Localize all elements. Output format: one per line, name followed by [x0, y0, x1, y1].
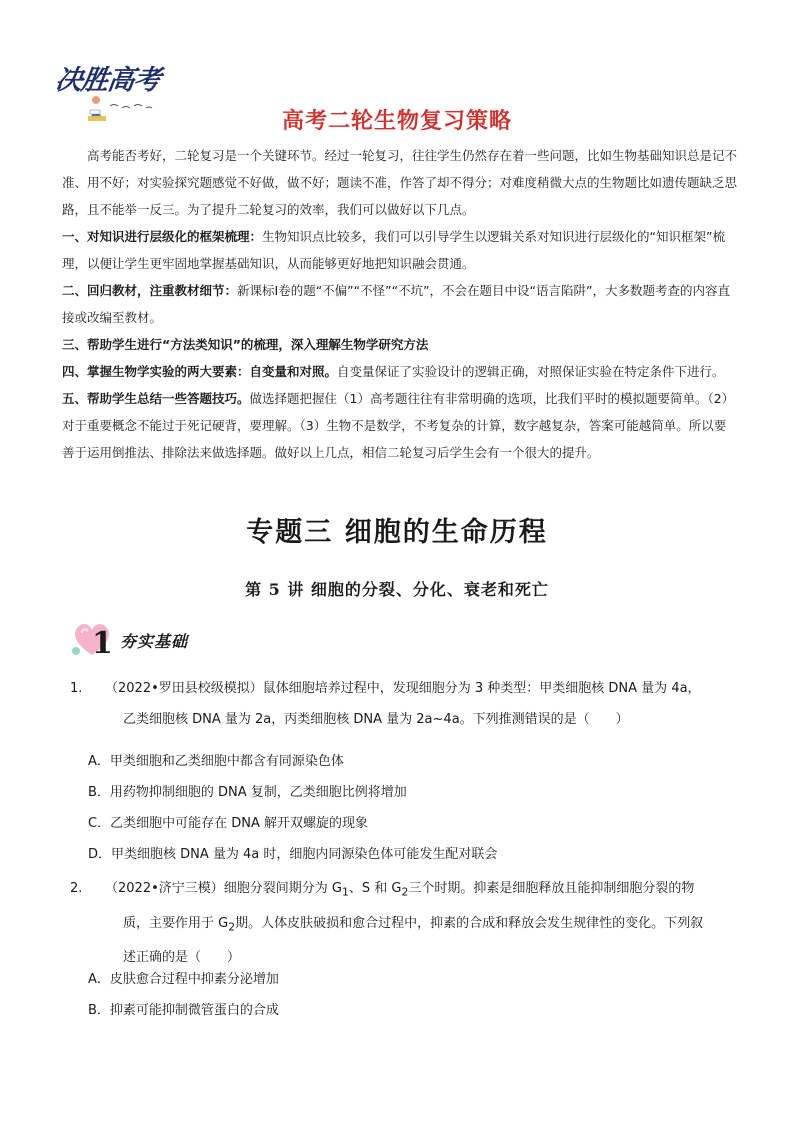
section-label: 夯实基础 — [120, 632, 189, 651]
intro-point-4: 四、掌握生物学实验的两大要素：自变量和对照。自变量保证了实验设计的逻辑正确，对照保证实验在特定条件下进行。 — [62, 364, 725, 379]
option-b: B．抑素可能抑制微管蛋白的合成 — [88, 1003, 279, 1018]
lecture-title: 第 5 讲 细胞的分裂、分化、衰老和死亡 — [245, 580, 549, 599]
option-d: D．甲类细胞核 DNA 量为 4a 时，细胞内同源染色体可能发生配对联会 — [88, 847, 498, 862]
intro-lead: 高考能否考好，二轮复习是一个关键环节。经过一轮复习，往往学生仍然存在着一些问题，比如生物基础知识总是记不准、用不好；对实验探究题感觉不好做，做不好；题读不准，作答了却不得分；对难度稍微大点的生物题比如遗传题缺乏思路，且不能举一反三。为了提升二轮复习的效率，我们可以做好以下几点。 — [62, 148, 738, 217]
option-b: B．用药物抑制细胞的 DNA 复制，乙类细胞比例将增加 — [88, 785, 407, 800]
svg-text:1: 1 — [92, 626, 113, 661]
option-c: C．乙类细胞中可能存在 DNA 解开双螺旋的现象 — [88, 816, 368, 831]
option-a: A．甲类细胞和乙类细胞中都含有同源染色体 — [88, 754, 344, 769]
intro-point-1: 一、对知识进行层级化的框架梳理：生物知识点比较多，我们可以引导学生以逻辑关系对知识进行层级化的“知识框架”梳理，以便让学生更牢固地掌握基础知识，从而能够更好地把知识融会贯通。 — [62, 229, 725, 271]
intro-point-5: 五、帮助学生总结一些答题技巧。做选择题把握住（1）高考题往往有非常明确的选项，比我们平时的模拟题要简单。（2）对于重要概念不能过于死记硬背，要理解。（3）生物不是数学，不考复杂的计算，数字越复杂，答案可能越简单。所以要善于运用倒推法、排除法来做选择题。做好以上几点，相信二轮复习后学生会有一个很大的提升。 — [62, 391, 735, 460]
option-a: A．皮肤愈合过程中抑素分泌增加 — [88, 972, 279, 987]
question-number: 1. — [70, 681, 83, 696]
page-title: 高考二轮生物复习策略 — [281, 109, 512, 134]
intro-point-3: 三、帮助学生进行“方法类知识”的梳理，深入理解生物学研究方法 — [62, 337, 429, 352]
question-stem: （2022•罗田县校级模拟）鼠体细胞培养过程中，发现细胞分为 3 种类型：甲类细胞核 DNA 量为 4a， 乙类细胞核 DNA 量为 2a，丙类细胞核 DNA 量为 2a~4a。下列推测错误的是（ ） — [105, 681, 701, 727]
section-heading — [70, 617, 270, 661]
intro-point-2: 二、回归教材，注重教材细节：新课标Ⅰ卷的题“不偏”“不怪”“不坑”，不会在题目中设“语言陷阱”，大多数题考查的内容直接或改编至教材。 — [62, 283, 731, 325]
question-number: 2. — [70, 881, 83, 896]
question-stem: （2022•济宁三模）细胞分裂间期分为 $G_1$、S 和 $G_2$三个时期。抑素是细胞释放且能抑制细胞分裂的物 质，主要作用于 $G_2$期。人体皮肤破损和愈合过程中，抑素的合成和释放会发生规律性的变化。下列叙 述正确的是（ ） — [105, 881, 704, 966]
topic-title: 专题三 细胞的生命历程 — [246, 517, 548, 548]
intro-section — [62, 142, 738, 466]
heart-number-icon — [70, 617, 122, 661]
logo-text: 决胜高考 — [53, 65, 162, 96]
